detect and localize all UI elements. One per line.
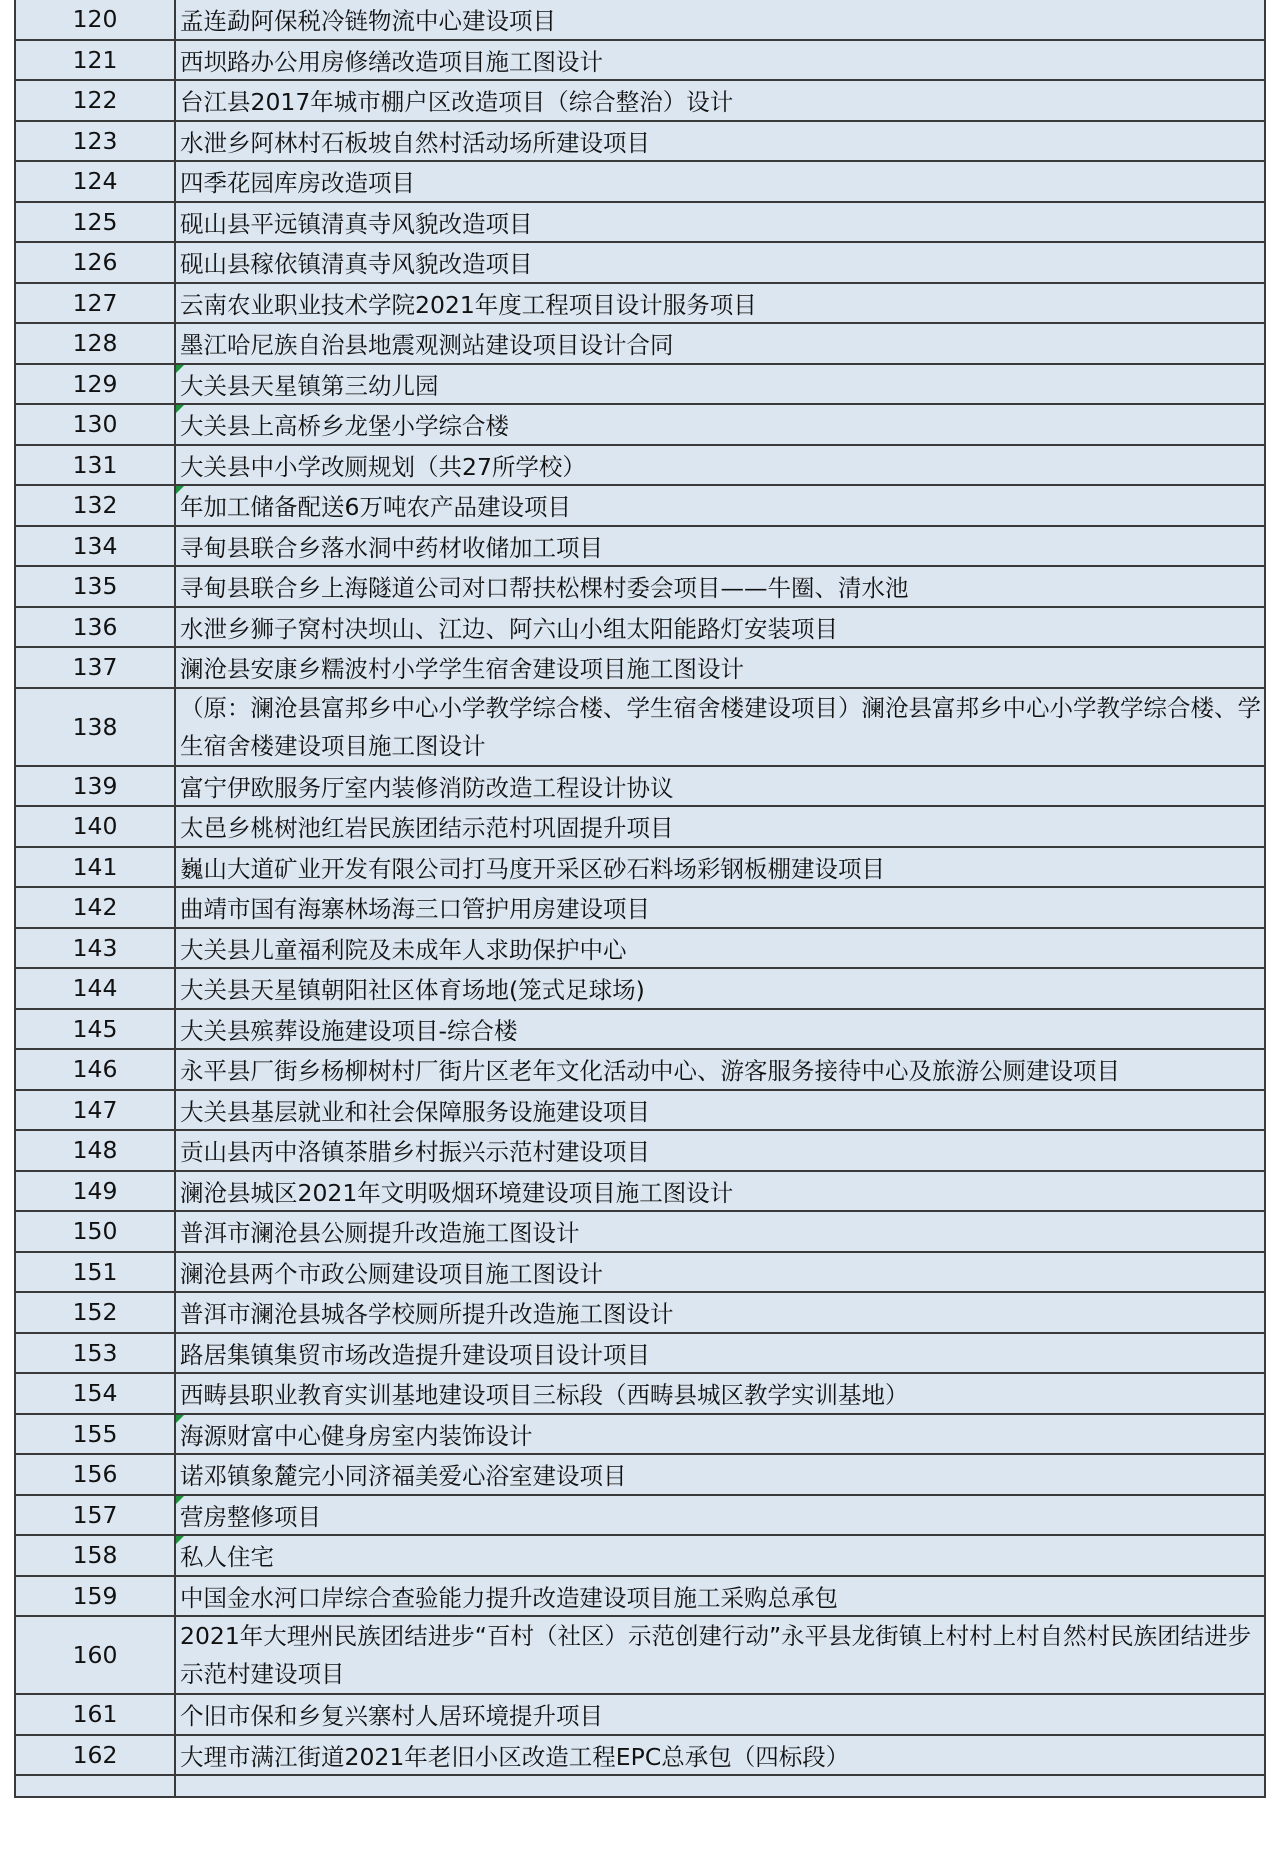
project-name-text: 大关县基层就业和社会保障服务设施建设项目 [180, 1097, 650, 1126]
row-number-cell[interactable]: 150 [15, 1211, 175, 1252]
project-table [14, 0, 1266, 1798]
row-number-cell[interactable] [15, 1775, 175, 1797]
row-number-cell[interactable]: 148 [15, 1130, 175, 1171]
project-name-text: 富宁伊欧服务厅室内装修消防改造工程设计协议 [180, 773, 674, 802]
table-row [15, 121, 1265, 162]
project-name-text: 曲靖市国有海寨林场海三口管护用房建设项目 [180, 895, 650, 924]
table-row [15, 847, 1265, 888]
table-row [15, 40, 1265, 81]
project-name-text: 巍山大道矿业开发有限公司打马度开采区砂石料场彩钢板棚建设项目 [180, 854, 885, 883]
project-name-text: 普洱市澜沧县公厕提升改造施工图设计 [180, 1219, 580, 1248]
project-name-cell[interactable] [175, 1333, 1265, 1374]
project-name-text: 澜沧县两个市政公厕建设项目施工图设计 [180, 1259, 603, 1288]
project-name-cell[interactable] [175, 1130, 1265, 1171]
project-table-body [15, 0, 1265, 1797]
table-row [15, 1535, 1265, 1576]
project-name-cell[interactable] [175, 928, 1265, 969]
row-number-cell[interactable]: 145 [15, 1009, 175, 1050]
row-number-cell[interactable]: 124 [15, 161, 175, 202]
project-name-cell[interactable] [175, 485, 1265, 526]
project-name-text: 砚山县平远镇清真寺风貌改造项目 [180, 209, 533, 238]
row-number-cell[interactable]: 129 [15, 364, 175, 405]
project-name-text: 营房整修项目 [180, 1502, 321, 1531]
row-number-cell[interactable]: 153 [15, 1333, 175, 1374]
project-name-cell[interactable] [175, 202, 1265, 243]
table-row [15, 1211, 1265, 1252]
project-name-cell[interactable] [175, 364, 1265, 405]
project-name-text: 西坝路办公用房修缮改造项目施工图设计 [180, 47, 603, 76]
project-name-text: 台江县2017年城市棚户区改造项目（综合整治）设计 [180, 88, 734, 117]
project-name-cell[interactable] [175, 404, 1265, 445]
table-row [15, 80, 1265, 121]
project-name-text: 大关县天星镇第三幼儿园 [180, 371, 439, 400]
project-name-text: 诺邓镇象麓完小同济福美爱心浴室建设项目 [180, 1462, 627, 1491]
project-name-cell[interactable] [175, 968, 1265, 1009]
table-row [15, 647, 1265, 688]
project-name-cell[interactable] [175, 607, 1265, 648]
project-name-text: 贡山县丙中洛镇茶腊乡村振兴示范村建设项目 [180, 1138, 650, 1167]
project-name-text: 永平县厂街乡杨柳树村厂街片区老年文化活动中心、游客服务接待中心及旅游公厕建设项目 [180, 1057, 1120, 1086]
table-row [15, 1616, 1265, 1694]
project-name-cell[interactable] [175, 1171, 1265, 1212]
project-name-cell[interactable] [175, 647, 1265, 688]
table-row [15, 806, 1265, 847]
row-number-cell[interactable]: 128 [15, 323, 175, 364]
row-number-cell[interactable]: 144 [15, 968, 175, 1009]
row-number-cell[interactable]: 142 [15, 887, 175, 928]
row-number-cell[interactable]: 132 [15, 485, 175, 526]
project-name-cell[interactable] [175, 0, 1265, 40]
table-row [15, 688, 1265, 766]
row-number-cell[interactable]: 122 [15, 80, 175, 121]
project-name-cell[interactable] [175, 323, 1265, 364]
project-name-text: 墨江哈尼族自治县地震观测站建设项目设计合同 [180, 331, 674, 360]
project-name-text: 中国金水河口岸综合查验能力提升改造建设项目施工采购总承包 [180, 1583, 838, 1612]
project-name-text: 年加工储备配送6万吨农产品建设项目 [180, 493, 571, 522]
table-row [15, 1009, 1265, 1050]
table-row [15, 1454, 1265, 1495]
table-row [15, 323, 1265, 364]
table-row [15, 1694, 1265, 1735]
project-name-cell[interactable] [175, 283, 1265, 324]
table-row [15, 364, 1265, 405]
table-row-partial [15, 1775, 1265, 1797]
project-name-text: 太邑乡桃树池红岩民族团结示范村巩固提升项目 [180, 814, 674, 843]
project-name-cell[interactable] [175, 526, 1265, 567]
row-number-cell[interactable]: 138 [15, 688, 175, 766]
row-number-cell[interactable]: 147 [15, 1090, 175, 1131]
table-row [15, 445, 1265, 486]
project-name-text: 大关县上高桥乡龙堡小学综合楼 [180, 412, 509, 441]
project-name-text: 水泄乡阿林村石板坡自然村活动场所建设项目 [180, 128, 650, 157]
project-name-cell[interactable] [175, 887, 1265, 928]
table-row [15, 283, 1265, 324]
project-name-text: 四季花园库房改造项目 [180, 169, 415, 198]
project-name-text: 路居集镇集贸市场改造提升建设项目设计项目 [180, 1340, 650, 1369]
table-row [15, 766, 1265, 807]
project-name-cell[interactable] [175, 1292, 1265, 1333]
table-row [15, 1090, 1265, 1131]
row-number-cell[interactable]: 131 [15, 445, 175, 486]
text-number-warning-icon [176, 405, 184, 413]
table-row [15, 1333, 1265, 1374]
row-number-cell[interactable]: 135 [15, 566, 175, 607]
project-name-text: 澜沧县城区2021年文明吸烟环境建设项目施工图设计 [180, 1178, 734, 1207]
table-row [15, 1171, 1265, 1212]
project-name-text: 寻甸县联合乡落水洞中药材收储加工项目 [180, 533, 603, 562]
project-name-cell[interactable] [175, 121, 1265, 162]
row-number-cell[interactable]: 123 [15, 121, 175, 162]
row-number-cell[interactable]: 125 [15, 202, 175, 243]
table-row [15, 1576, 1265, 1617]
text-number-warning-icon [176, 1415, 184, 1423]
project-name-cell[interactable] [175, 847, 1265, 888]
project-name-cell[interactable] [175, 1576, 1265, 1617]
table-row [15, 607, 1265, 648]
project-name-cell[interactable] [175, 40, 1265, 81]
row-number-cell[interactable]: 121 [15, 40, 175, 81]
project-name-cell[interactable] [175, 1735, 1265, 1776]
row-number-cell[interactable]: 134 [15, 526, 175, 567]
table-row [15, 161, 1265, 202]
project-name-cell[interactable] [175, 806, 1265, 847]
row-number-cell[interactable]: 126 [15, 242, 175, 283]
table-row [15, 1495, 1265, 1536]
row-number-cell[interactable]: 141 [15, 847, 175, 888]
table-row [15, 0, 1265, 40]
project-name-text: 2021年大理州民族团结进步“百村（社区）示范创建行动”永平县龙街镇上村村上村自然村民族团结进步示范村建设项目 [180, 1622, 1252, 1688]
table-row [15, 1735, 1265, 1776]
table-row [15, 1252, 1265, 1293]
project-name-cell[interactable] [175, 445, 1265, 486]
project-name-cell[interactable] [175, 1373, 1265, 1414]
project-name-text: 澜沧县安康乡糯波村小学学生宿舍建设项目施工图设计 [180, 655, 744, 684]
row-number-cell[interactable]: 127 [15, 283, 175, 324]
project-name-cell[interactable] [175, 242, 1265, 283]
table-row [15, 968, 1265, 1009]
project-name-cell[interactable] [175, 688, 1265, 766]
project-name-text: 私人住宅 [180, 1543, 274, 1572]
row-number-cell[interactable]: 158 [15, 1535, 175, 1576]
table-row [15, 1130, 1265, 1171]
project-name-text: 西畴县职业教育实训基地建设项目三标段（西畴县城区教学实训基地） [180, 1381, 909, 1410]
project-name-cell[interactable] [175, 1454, 1265, 1495]
project-name-cell[interactable] [175, 1414, 1265, 1455]
project-name-text: （原：澜沧县富邦乡中心小学教学综合楼、学生宿舍楼建设项目）澜沧县富邦乡中心小学教学综合楼、学生宿舍楼建设项目施工图设计 [180, 693, 1261, 760]
project-name-cell[interactable] [175, 1009, 1265, 1050]
row-number-cell[interactable]: 149 [15, 1171, 175, 1212]
row-number-cell[interactable]: 136 [15, 607, 175, 648]
project-name-text: 个旧市保和乡复兴寨村人居环境提升项目 [180, 1702, 603, 1731]
project-name-cell[interactable] [175, 766, 1265, 807]
row-number-cell[interactable]: 157 [15, 1495, 175, 1536]
project-name-cell[interactable] [175, 1211, 1265, 1252]
table-row [15, 404, 1265, 445]
project-name-text: 普洱市澜沧县城各学校厕所提升改造施工图设计 [180, 1300, 674, 1329]
row-number-cell[interactable]: 140 [15, 806, 175, 847]
project-name-cell[interactable] [175, 1252, 1265, 1293]
project-name-text: 大关县殡葬设施建设项目-综合楼 [180, 1016, 518, 1045]
row-number-cell[interactable]: 120 [15, 0, 175, 40]
project-name-text: 水泄乡狮子窝村决坝山、江边、阿六山小组太阳能路灯安装项目 [180, 614, 838, 643]
text-number-warning-icon [176, 1536, 184, 1544]
project-name-text: 大理市满江街道2021年老旧小区改造工程EPC总承包（四标段） [180, 1742, 850, 1771]
row-number-cell[interactable]: 152 [15, 1292, 175, 1333]
row-number-cell[interactable]: 137 [15, 647, 175, 688]
text-number-warning-icon [176, 365, 184, 373]
row-number-cell[interactable]: 161 [15, 1694, 175, 1735]
table-row [15, 1373, 1265, 1414]
project-name-cell[interactable] [175, 1535, 1265, 1576]
table-row [15, 1292, 1265, 1333]
row-number-cell[interactable]: 162 [15, 1735, 175, 1776]
project-name-cell[interactable] [175, 1694, 1265, 1735]
text-number-warning-icon [176, 1496, 184, 1504]
table-row [15, 202, 1265, 243]
row-number-cell[interactable]: 156 [15, 1454, 175, 1495]
table-row [15, 887, 1265, 928]
row-number-cell[interactable]: 130 [15, 404, 175, 445]
project-name-cell[interactable] [175, 1775, 1265, 1797]
table-row [15, 1049, 1265, 1090]
project-name-cell[interactable] [175, 161, 1265, 202]
row-number-cell[interactable]: 151 [15, 1252, 175, 1293]
row-number-cell[interactable]: 154 [15, 1373, 175, 1414]
row-number-cell[interactable]: 146 [15, 1049, 175, 1090]
table-row [15, 526, 1265, 567]
row-number-cell[interactable]: 160 [15, 1616, 175, 1694]
row-number-cell[interactable]: 159 [15, 1576, 175, 1617]
project-name-cell[interactable] [175, 566, 1265, 607]
table-row [15, 485, 1265, 526]
project-name-text: 大关县儿童福利院及未成年人求助保护中心 [180, 935, 627, 964]
project-name-cell[interactable] [175, 1616, 1265, 1694]
project-name-text: 云南农业职业技术学院2021年度工程项目设计服务项目 [180, 290, 757, 319]
project-name-text: 寻甸县联合乡上海隧道公司对口帮扶松棵村委会项目——牛圈、清水池 [180, 574, 909, 603]
project-name-cell[interactable] [175, 1049, 1265, 1090]
table-row [15, 242, 1265, 283]
row-number-cell[interactable]: 155 [15, 1414, 175, 1455]
project-name-cell[interactable] [175, 1495, 1265, 1536]
row-number-cell[interactable]: 143 [15, 928, 175, 969]
project-name-text: 孟连勐阿保税冷链物流中心建设项目 [180, 7, 556, 36]
row-number-cell[interactable]: 139 [15, 766, 175, 807]
table-row [15, 928, 1265, 969]
project-name-cell[interactable] [175, 80, 1265, 121]
project-name-text: 海源财富中心健身房室内装饰设计 [180, 1421, 533, 1450]
project-name-text: 大关县天星镇朝阳社区体育场地(笼式足球场) [180, 976, 645, 1005]
project-name-cell[interactable] [175, 1090, 1265, 1131]
text-number-warning-icon [176, 486, 184, 494]
table-row [15, 566, 1265, 607]
project-name-text: 大关县中小学改厕规划（共27所学校） [180, 452, 586, 481]
project-name-text: 砚山县稼依镇清真寺风貌改造项目 [180, 250, 533, 279]
table-row [15, 1414, 1265, 1455]
